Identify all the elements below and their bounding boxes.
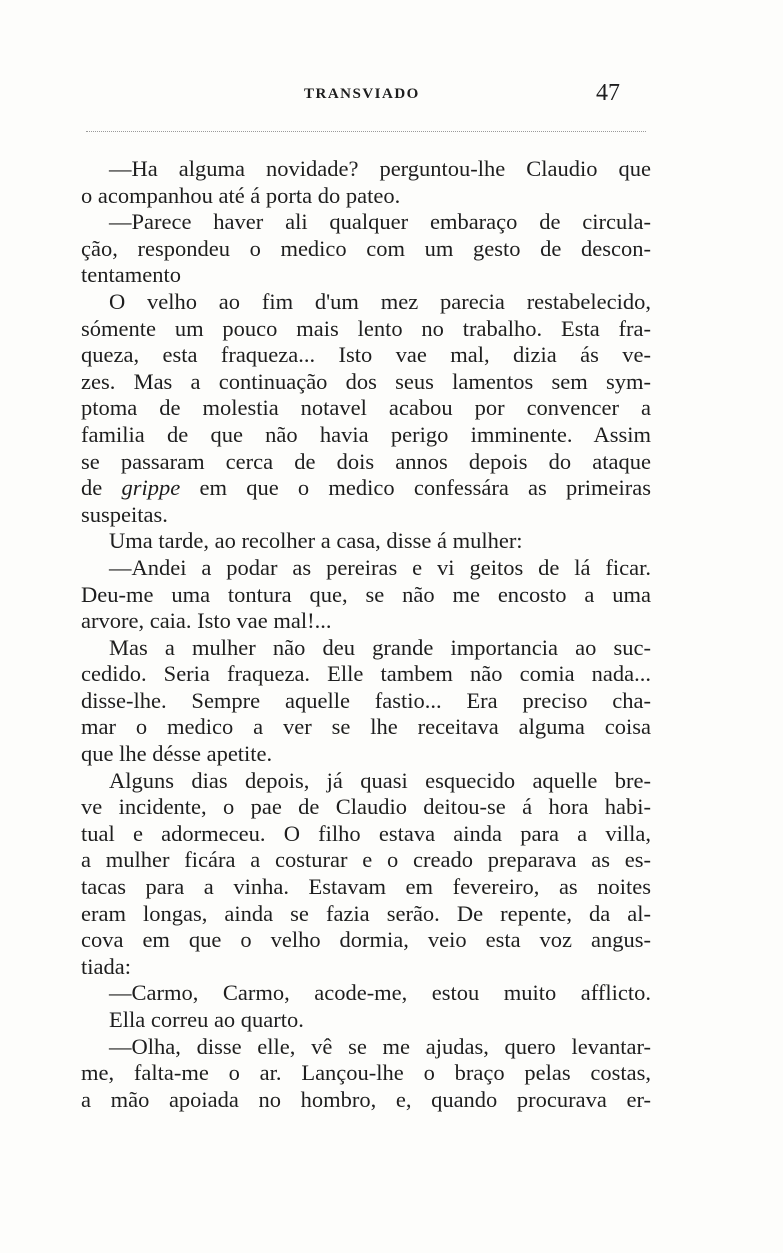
text-line: —Andei a podar as pereiras e vi geitos de lá ficar. (109, 554, 651, 580)
italic-word: grippe (121, 475, 181, 501)
text-line: disse-lhe. Sempre aquelle fastio... Era preciso cha- (81, 687, 651, 713)
body-text (81, 156, 651, 1113)
text-line: Uma tarde, ao recolher a casa, disse á mulher: (109, 528, 523, 554)
text-line: O velho ao fim d'um mez parecia restabelecido, (109, 288, 651, 314)
page-number: 47 (596, 80, 620, 106)
text-line: —Parece haver ali qualquer embaraço de circula- (109, 209, 651, 235)
text-line: arvore, caia. Isto vae mal!... (81, 608, 332, 634)
text-line: cedido. Seria fraqueza. Elle tambem não comia nada... (81, 661, 651, 687)
text-line: o acompanhou até á porta do pateo. (81, 182, 401, 208)
text-line: a mulher ficára a costurar e o creado preparava as es- (81, 847, 651, 873)
text-line: queza, esta fraqueza... Isto vae mal, dizia ás ve- (81, 342, 651, 368)
text-line: zes. Mas a continuação dos seus lamentos sem sym- (81, 368, 651, 394)
text-line: ptoma de molestia notavel acabou por convencer a (81, 395, 651, 421)
text-line: Mas a mulher não deu grande importancia ao suc- (109, 634, 651, 660)
running-title: TRANSVIADO (304, 86, 420, 102)
header-rule (86, 131, 646, 132)
text-line: me, falta-me o ar. Lançou-lhe o braço pelas costas, (81, 1060, 651, 1086)
text-line: —Olha, disse elle, vê se me ajudas, quero levantar- (109, 1033, 651, 1059)
text-line: que lhe désse apetite. (81, 741, 273, 767)
text-line: sómente um pouco mais lento no trabalho. Esta fra- (81, 315, 651, 341)
text-line: mar o medico a ver se lhe receitava alguma coisa (81, 714, 651, 740)
text-line: tacas para a vinha. Estavam em fevereiro, as noites (81, 874, 651, 900)
text-line: ve incidente, o pae de Claudio deitou-se á hora habi- (81, 794, 651, 820)
text-line: tiada: (81, 953, 131, 979)
text-line: se passaram cerca de dois annos depois do ataque (81, 448, 651, 474)
text-line: de grippe em que o medico confessára as primeiras (81, 475, 651, 501)
text-line: Deu-me uma tontura que, se não me encosto a uma (81, 581, 651, 607)
text-line: ção, respondeu o medico com um gesto de descon- (81, 235, 651, 261)
text-line: familia de que não havia perigo imminente. Assim (81, 421, 651, 447)
text-line: —Carmo, Carmo, acode-me, estou muito afflicto. (109, 980, 651, 1006)
text-line: a mão apoiada no hombro, e, quando procurava er- (81, 1086, 651, 1112)
text-line: suspeitas. (81, 501, 168, 527)
text-line: Ella correu ao quarto. (109, 1007, 304, 1032)
text-line: Alguns dias depois, já quasi esquecido aquelle bre- (109, 767, 651, 793)
running-head (0, 80, 783, 108)
text-line: —Ha alguma novidade? perguntou-lhe Claudio que (109, 156, 651, 181)
text-line: eram longas, ainda se fazia serão. De repente, da al- (81, 900, 651, 926)
text-line: tual e adormeceu. O filho estava ainda para a villa, (81, 820, 651, 846)
text-line: tentamento (81, 262, 181, 288)
text-line: cova em que o velho dormia, veio esta voz angus- (81, 927, 651, 953)
